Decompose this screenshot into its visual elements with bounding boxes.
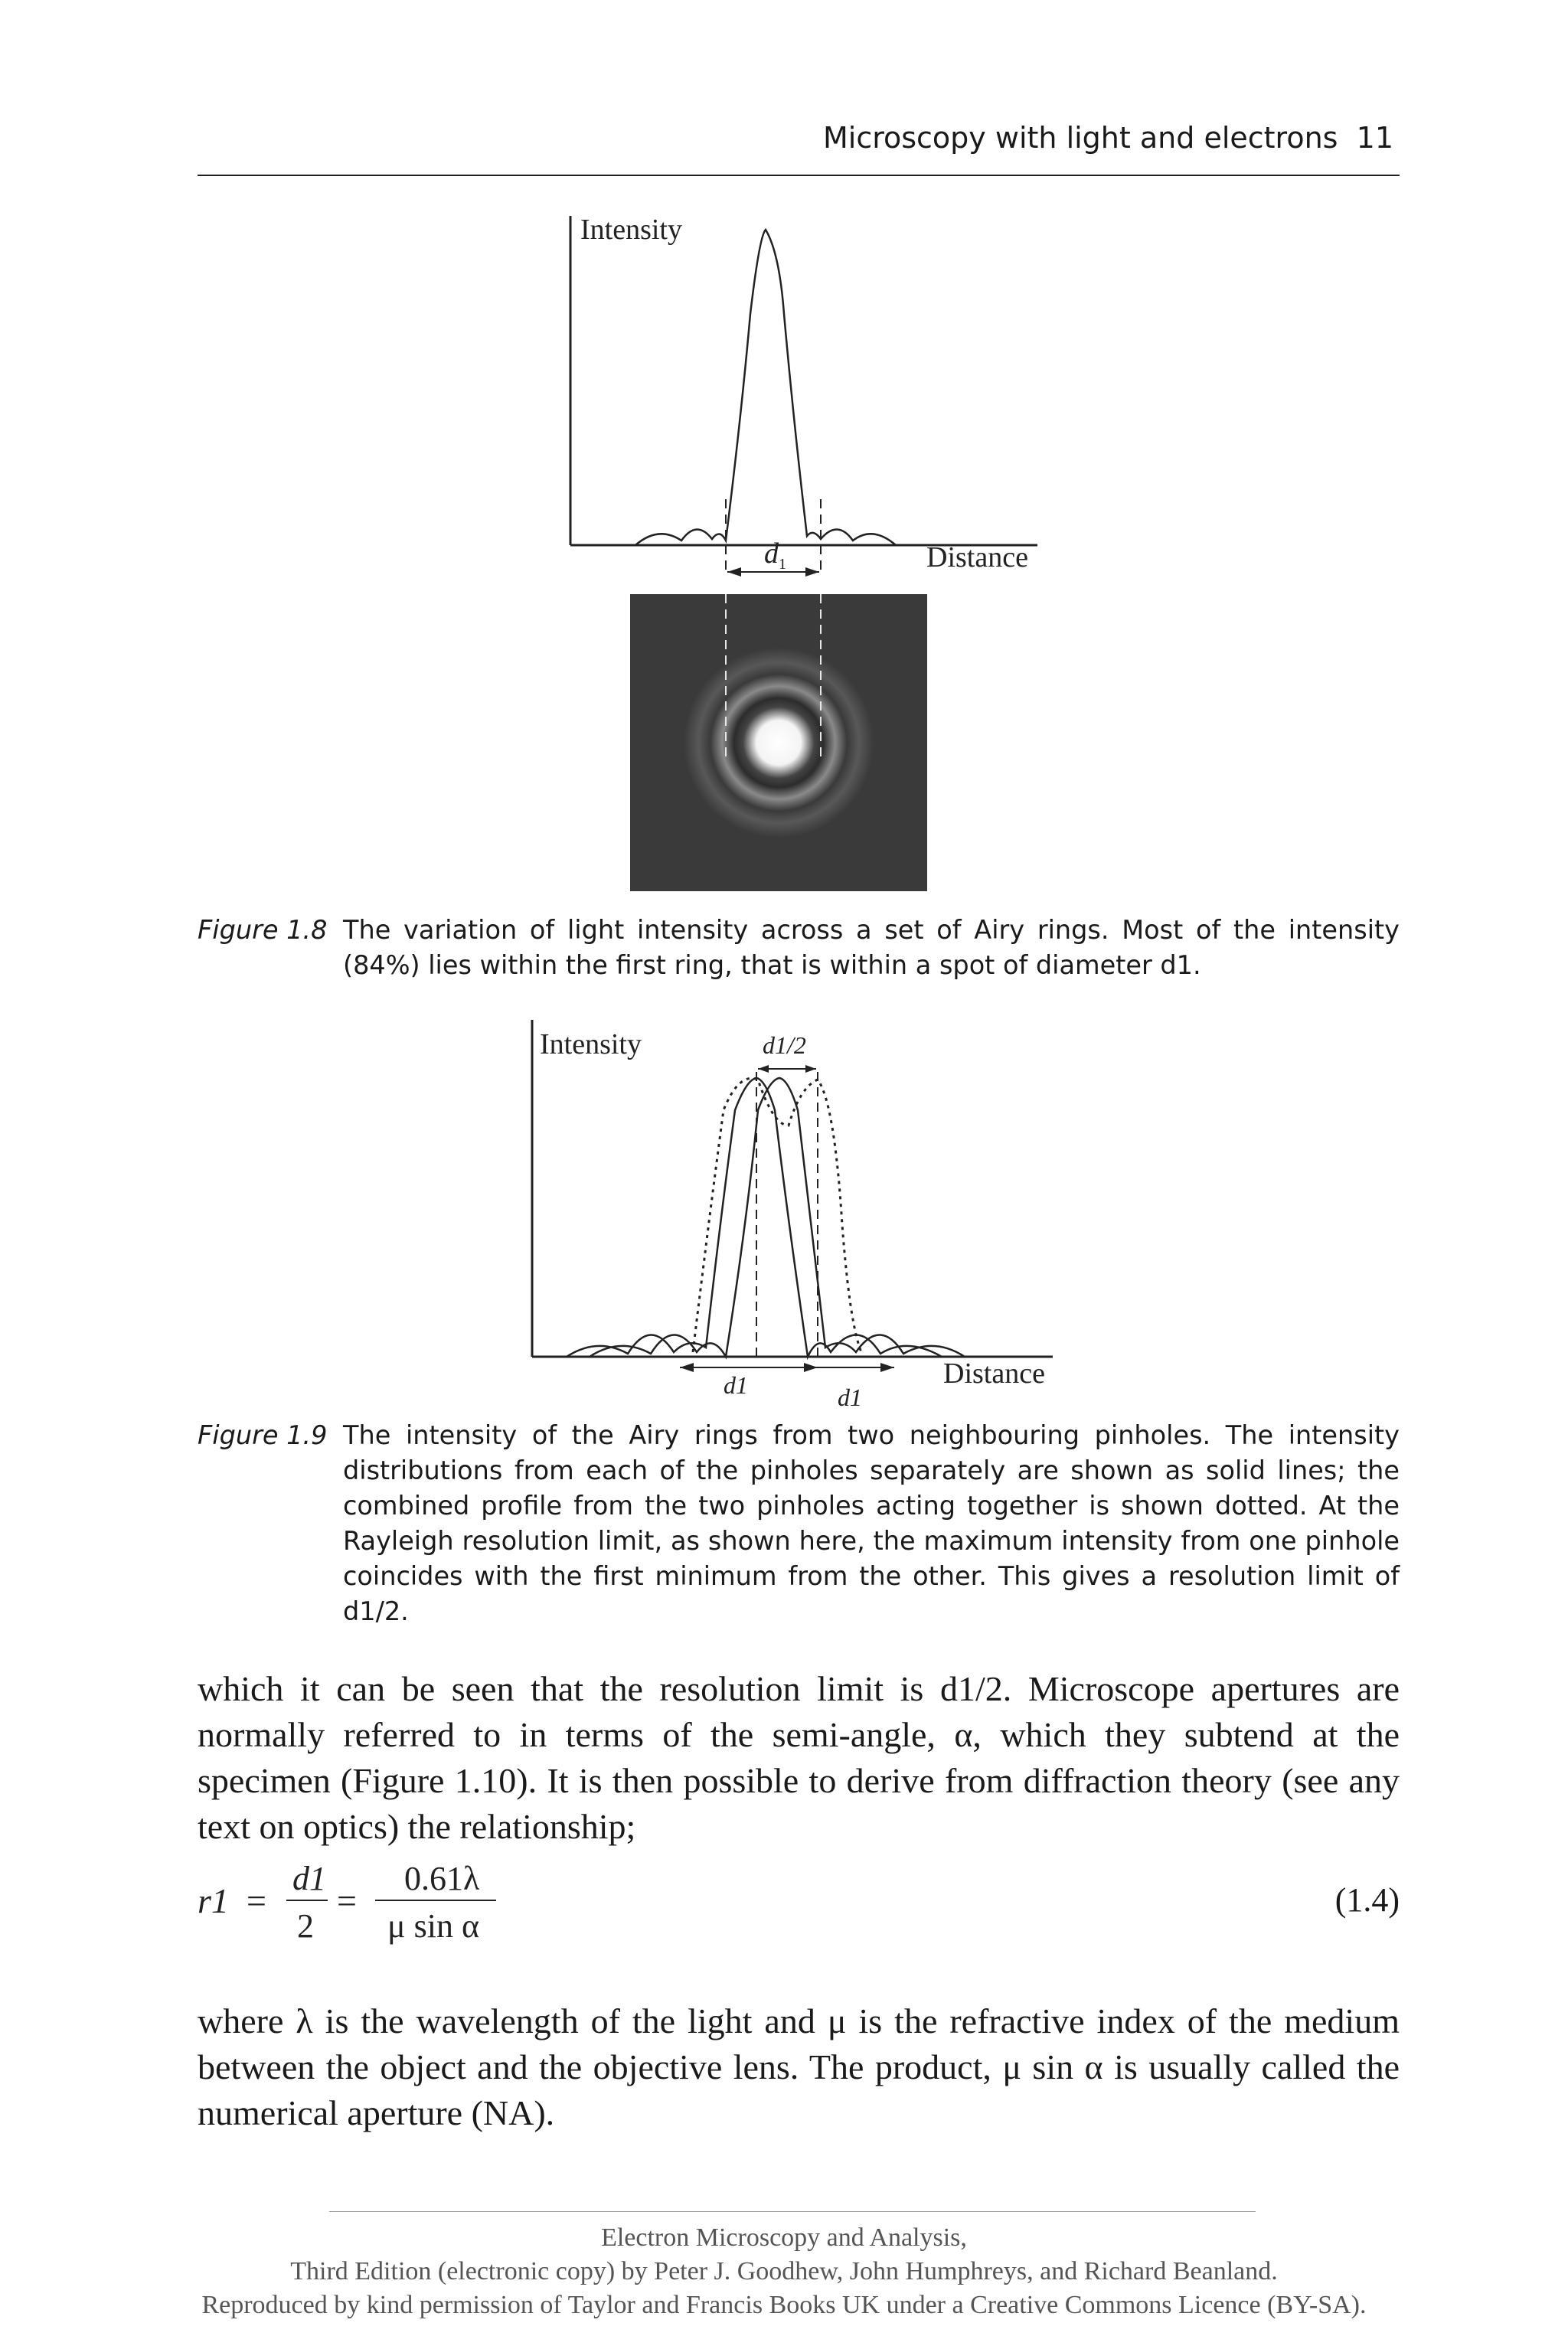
figure-1-8-caption-text: The variation of light intensity across a set of Airy rings. Most of the intensity (84%) lies within the first ring, that is within a spot of diameter d1. bbox=[343, 915, 1400, 980]
page-number: 11 bbox=[1356, 121, 1393, 155]
figure-1-9-caption-label: Figure 1.9 bbox=[198, 1420, 328, 1450]
figure-1-8-dim-label: $d_1$ bbox=[764, 537, 786, 573]
equation-frac1-num: d1 bbox=[292, 1860, 326, 1897]
equation-lhs: r1 bbox=[198, 1881, 229, 1920]
svg-text:=: = bbox=[247, 1881, 266, 1920]
svg-text:=: = bbox=[337, 1881, 357, 1920]
footer-rule bbox=[329, 2211, 1256, 2212]
equation-frac2-num: 0.61λ bbox=[404, 1860, 480, 1897]
equation-graphic bbox=[198, 1845, 887, 1952]
body-paragraph-1: which it can be seen that the resolution limit is d1/2. Microscope apertures are normally referred to in terms of the semi-angle, α, which they subtend at the specimen (Figure 1.10). It is then possible to derive from diffraction theory (see any text on optics) the relationship; bbox=[198, 1669, 1400, 1846]
figure-1-9-y-label: Intensity bbox=[540, 1028, 642, 1060]
equation-1-4 bbox=[198, 1845, 1400, 1952]
figure-1-8-caption-label: Figure 1.8 bbox=[198, 915, 328, 945]
body-paragraph-2: where λ is the wavelength of the light and μ is the refractive index of the medium between the object and the objective lens. The product, μ sin α is usually called the numerical aperture (NA). bbox=[198, 2001, 1400, 2132]
figure-1-9-caption-text: The intensity of the Airy rings from two neighbouring pinholes. The intensity distributions from each of the pinholes separately are shown as solid lines; the combined profile from the two pinholes acting together is shown dotted. At the Rayleigh resolution limit, as shown here, the maximum intensity from one pinhole coincides with the first minimum from the other. This gives a resolution limit of d1/2. bbox=[343, 1420, 1400, 1626]
figure-1-8-x-label: Distance bbox=[926, 541, 1028, 573]
figure-1-9-caption bbox=[198, 1418, 1400, 1629]
figure-1-9-dim-label-left: d1 bbox=[724, 1371, 748, 1399]
equation-frac1-den: 2 bbox=[297, 1907, 314, 1945]
equation-number: (1.4) bbox=[1334, 1881, 1400, 1919]
footer-line-1: Electron Microscopy and Analysis, bbox=[601, 2223, 967, 2252]
equation-frac2-den: μ sin α bbox=[387, 1907, 479, 1945]
figure-1-9-dim-label-right: d1 bbox=[838, 1384, 862, 1411]
running-head-title: Microscopy with light and electrons bbox=[822, 121, 1338, 155]
footer-line-3: Reproduced by kind permission of Taylor and Francis Books UK under a Creative Commons Licence (BY-SA). bbox=[201, 2291, 1367, 2319]
figure-1-8-y-label: Intensity bbox=[580, 214, 682, 246]
footer-line-2: Third Edition (electronic copy) by Peter J. Goodhew, John Humphreys, and Richard Beanland. bbox=[290, 2257, 1278, 2285]
figure-1-9-x-label: Distance bbox=[943, 1357, 1045, 1390]
figure-1-9-half-dim-label: d1/2 bbox=[763, 1031, 806, 1059]
